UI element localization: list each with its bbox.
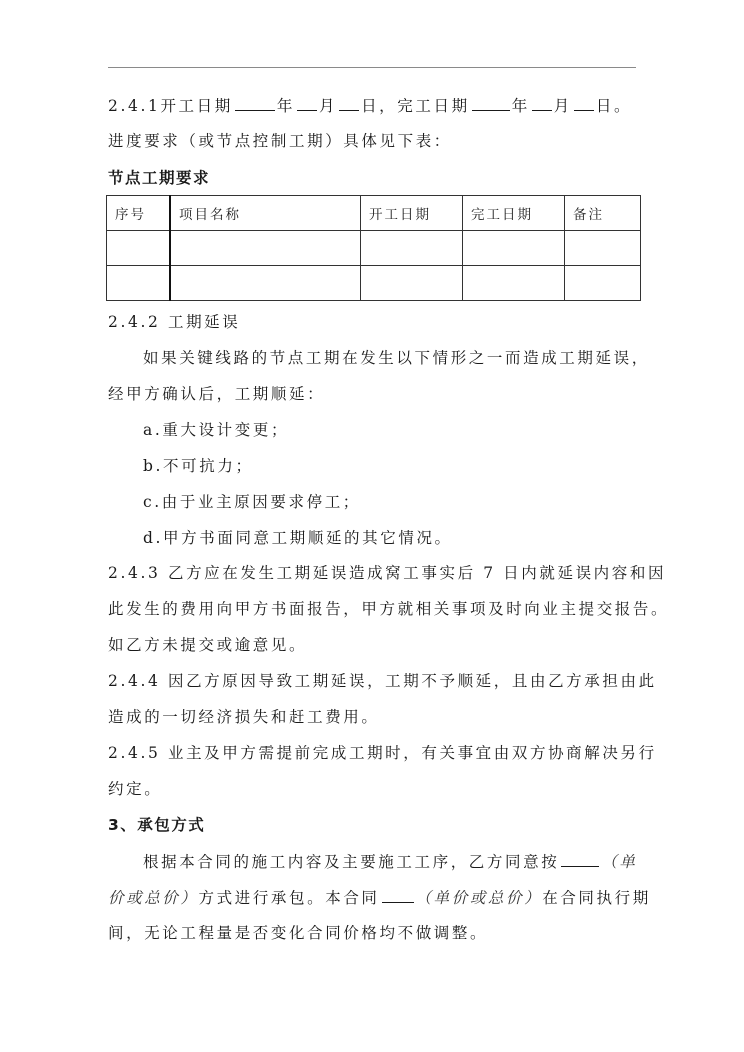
table-cell[interactable]	[361, 266, 463, 301]
header-project-name: 项目名称	[170, 196, 361, 231]
day-label: 日。	[595, 97, 633, 115]
month-label: 月	[318, 97, 338, 115]
section-3-paragraph-cont: 间，无论工程量是否变化合同价格均不做调整。	[108, 924, 489, 942]
table-cell[interactable]	[565, 266, 641, 301]
table-row	[107, 231, 641, 266]
header-seq: 序号	[107, 196, 171, 231]
header-remarks: 备注	[565, 196, 641, 231]
contract-type-blank[interactable]	[561, 851, 599, 867]
table-cell[interactable]	[170, 266, 361, 301]
table-cell[interactable]	[361, 231, 463, 266]
contract-price-type-blank[interactable]	[382, 887, 414, 903]
start-year-blank[interactable]	[235, 95, 275, 111]
paragraph-text: 方式进行承包。本合同	[198, 889, 380, 907]
clause-2-4-4: 2.4.4 因乙方原因导致工期延误，工期不予顺延，且由乙方承担由此	[108, 672, 657, 690]
year-label: 年	[511, 97, 530, 115]
table-title: 节点工期要求	[108, 169, 211, 187]
schedule-intro: 进度要求（或节点控制工期）具体见下表：	[108, 132, 452, 150]
end-month-blank[interactable]	[532, 95, 552, 111]
clause-2-4-5-cont: 约定。	[108, 780, 163, 798]
clause-2-4-1-dates	[108, 95, 632, 116]
header-end-date: 完工日期	[463, 196, 565, 231]
table-cell[interactable]	[565, 231, 641, 266]
clause-2-4-2-paragraph-cont: 经甲方确认后，工期顺延：	[108, 385, 326, 403]
end-year-blank[interactable]	[472, 95, 510, 111]
hint-text: 价或总价）	[108, 889, 199, 907]
clause-number: 2.4.1	[108, 97, 161, 115]
list-item: d.甲方书面同意工期顺延的其它情况。	[143, 529, 453, 547]
end-date-label: 完工日期	[397, 97, 470, 115]
clause-2-4-3-cont: 此发生的费用向甲方书面报告，甲方就相关事项及时向业主提交报告。	[108, 600, 670, 618]
section-3-heading: 3、承包方式	[108, 816, 206, 834]
clause-2-4-3-cont: 如乙方未提交或逾意见。	[108, 636, 308, 654]
clause-2-4-5: 2.4.5 业主及甲方需提前完成工期时，有关事宜由双方协商解决另行	[108, 744, 657, 762]
paragraph-text: 根据本合同的施工内容及主要施工工序，乙方同意按	[143, 853, 560, 871]
section-3-paragraph-cont	[108, 887, 651, 908]
start-date-label: 开工日期	[160, 97, 233, 115]
section-3-paragraph	[143, 851, 638, 872]
hint-text: （单	[601, 853, 638, 871]
milestone-table	[106, 195, 641, 301]
table-cell[interactable]	[170, 231, 361, 266]
clause-2-4-2-heading: 2.4.2 工期延误	[108, 313, 241, 331]
table-row	[107, 266, 641, 301]
table-header-row	[107, 196, 641, 231]
day-label: 日，	[361, 97, 398, 115]
start-month-blank[interactable]	[297, 95, 317, 111]
year-label: 年	[276, 97, 295, 115]
table-cell[interactable]	[107, 266, 171, 301]
list-item: a.重大设计变更；	[143, 421, 290, 439]
clause-2-4-4-cont: 造成的一切经济损失和赶工费用。	[108, 708, 380, 726]
end-day-blank[interactable]	[574, 95, 594, 111]
month-label: 月	[553, 97, 572, 115]
table-cell[interactable]	[463, 266, 565, 301]
header-start-date: 开工日期	[361, 196, 463, 231]
list-item: c.由于业主原因要求停工；	[143, 493, 361, 511]
table-cell[interactable]	[463, 231, 565, 266]
list-item: b.不可抗力；	[143, 457, 254, 475]
clause-2-4-2-paragraph: 如果关键线路的节点工期在发生以下情形之一而造成工期延误，	[143, 349, 650, 367]
hint-text: （单价或总价）	[415, 889, 543, 907]
table-cell[interactable]	[107, 231, 171, 266]
start-day-blank[interactable]	[339, 95, 359, 111]
header-rule	[108, 67, 636, 68]
paragraph-text: 在合同执行期	[542, 889, 651, 907]
clause-2-4-3: 2.4.3 乙方应在发生工期延误造成窝工事实后 7 日内就延误内容和因	[108, 564, 667, 582]
